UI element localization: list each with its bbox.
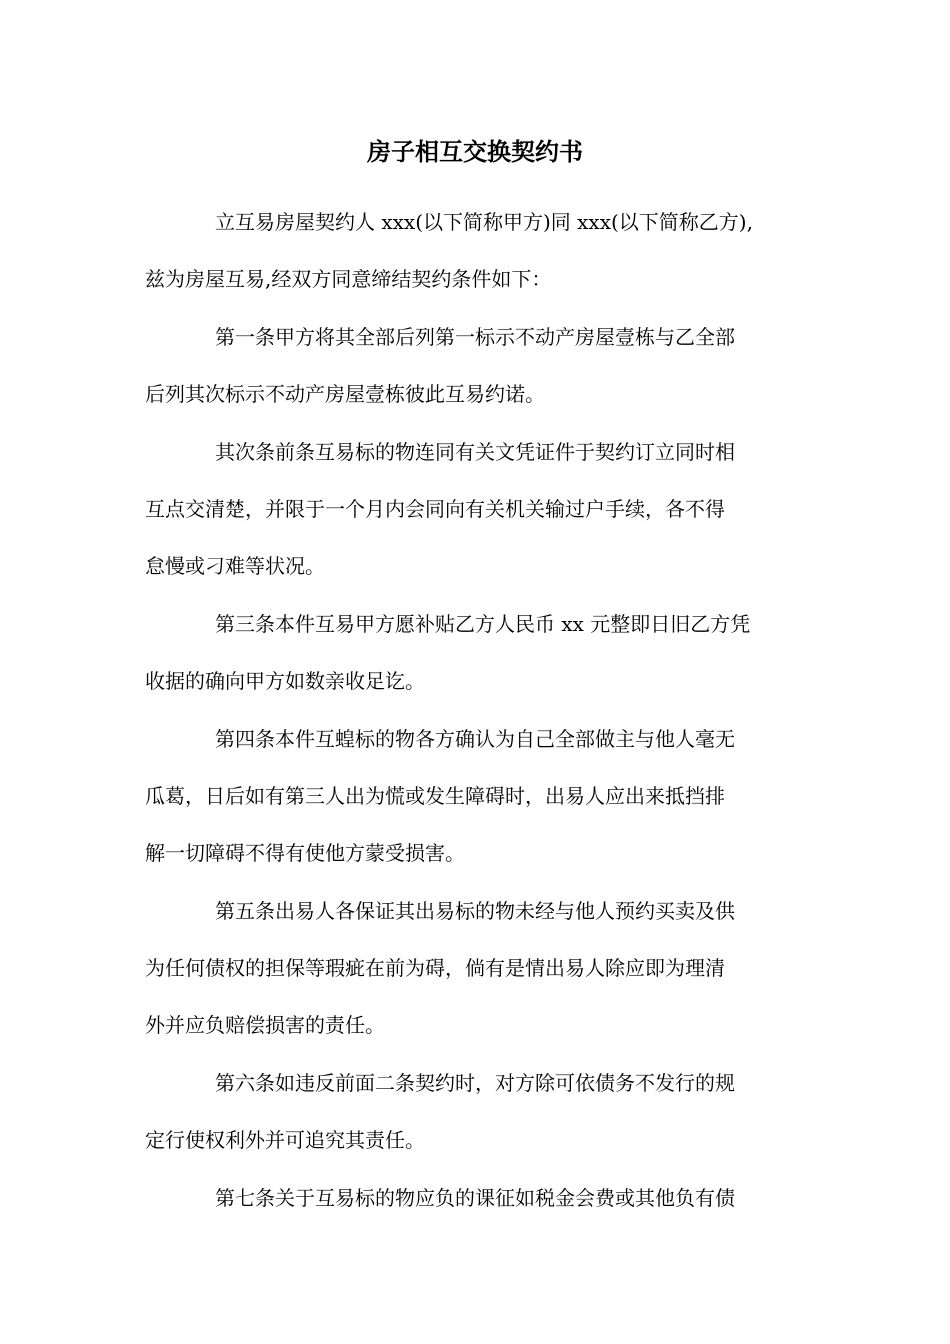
body-line: 外并应负赔偿损害的责任。 [145,1013,385,1038]
body-line: 第五条出易人各保证其出易标的物未经与他人预约买卖及供 [215,898,735,923]
body-line: 兹为房屋互易,经双方同意缔结契约条件如下： [145,267,552,292]
body-line: 收据的确向甲方如数亲收足讫。 [145,669,425,694]
document-body [145,194,810,1227]
body-line: 第七条关于互易标的物应负的课征如税金会费或其他负有债 [215,1185,735,1210]
body-line: 第六条如违反前面二条契约时，对方除可依债务不发行的规 [215,1070,735,1095]
body-line: 立互易房屋契约人 xxx(以下简称甲方)同 xxx(以下简称乙方), [215,210,753,234]
body-line: 第一条甲方将其全部后列第一标示不动产房屋壹栋与乙全部 [215,324,735,349]
body-line: 后列其次标示不动产房屋壹栋彼此互易约诺。 [145,382,545,407]
body-line: 瓜葛，日后如有第三人出为慌或发生障碍时，出易人应出来抵挡排 [145,783,725,808]
body-line: 第三条本件互易甲方愿补贴乙方人民币 xx 元整即日旧乙方凭 [215,611,751,636]
body-line: 第四条本件互蝗标的物各方确认为自己全部做主与他人毫无 [215,726,735,751]
body-line: 其次条前条互易标的物连同有关文凭证件于契约订立同时相 [215,439,735,464]
body-line: 怠慢或刁难等状况。 [145,554,325,579]
body-line: 为任何债权的担保等瑕疵在前为碍，倘有是情出易人除应即为理清 [145,956,725,981]
body-line: 解一切障碍不得有使他方蒙受损害。 [145,841,465,866]
body-line: 互点交清楚，并限于一个月内会同向有关机关输过户手续，各不得 [145,496,725,521]
document-title: 房子相互交换契约书 [367,137,583,166]
body-line: 定行使权利外并可追究其责任。 [145,1128,425,1153]
